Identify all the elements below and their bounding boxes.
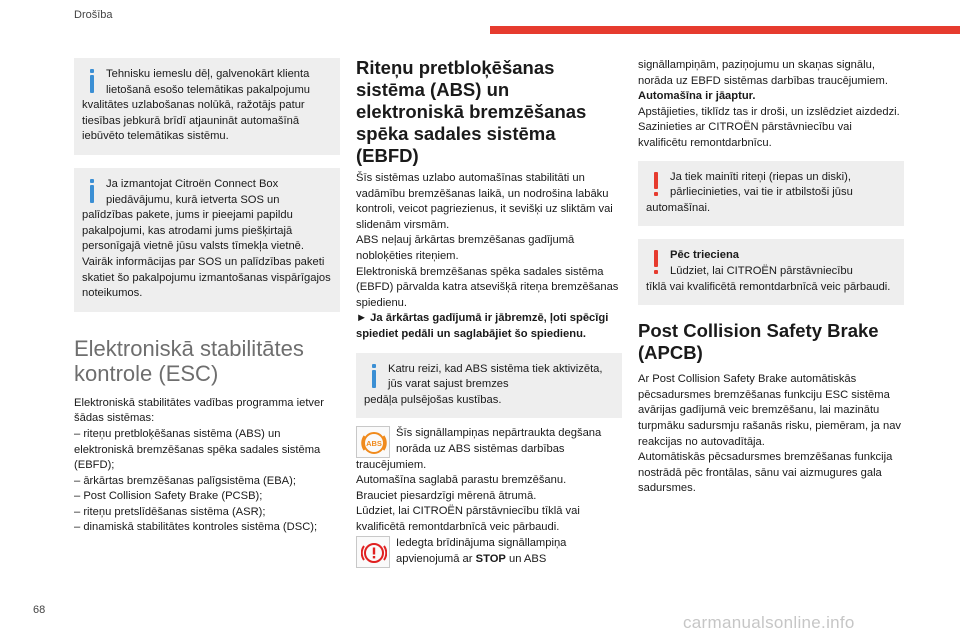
lamp-text bbox=[356, 536, 622, 567]
info-icon bbox=[369, 364, 379, 388]
lamp-text-c: un ABS bbox=[505, 553, 547, 566]
lamp-text-first: Šīs signāllampiņas nepārtraukta degšana norāda uz ABS sistēmas darbības bbox=[396, 427, 602, 455]
stop-vehicle-text: Automašīna ir jāaptur. bbox=[638, 90, 756, 103]
info-icon bbox=[87, 69, 97, 93]
ebfd-para-2: Apstājieties, tiklīdz tas ir droši, un izslēdziet aizdedzi. bbox=[638, 105, 900, 118]
list-item: – riteņu pretbloķēšanas sistēma (ABS) un elektroniskā bremzēšanas spēka sadales sistēma (EBFD); bbox=[74, 427, 321, 472]
note-text-rest: pedāļa pulsējošas kustības. bbox=[364, 393, 502, 406]
esc-system-list bbox=[74, 427, 340, 536]
abs-para-2: ABS neļauj ārkārtas bremzēšanas gadījumā nobloķēties riteņiem. bbox=[356, 234, 575, 262]
ebfd-para-3: Sazinieties ar CITROËN pārstāvniecību vai kvalificētu remontdarbnīcu. bbox=[638, 121, 852, 149]
column-1 bbox=[74, 50, 340, 536]
note-text-rest: palīdzības pakete, jums ir pieejami papildu pakalpojumi, kas atrodami jums piešķirtajā personīgajā vietnē jūsu valsts tīmekļa vietnē. Vairāk informācijas par SOS un palīdzības paketi skatiet šo pakalpojumu izmantošanas vispārīgajos noteikumos. bbox=[82, 209, 331, 300]
apcb-para-2: Automātiskās pēcsadursmes bremzēšanas funkcija nostrādā pēc frontālas, sānu vai aizmugures gala sadursmes. bbox=[638, 451, 893, 495]
note-text-first: Ja izmantojat Citroën Connect Box piedāvājumu, kurā ietverta SOS un bbox=[106, 177, 280, 206]
note-text-rest: tīklā vai kvalificētā remontdarbnīcā veic pārbaudi. bbox=[646, 280, 891, 293]
info-note-abs-pulse bbox=[356, 353, 622, 419]
svg-text:ABS: ABS bbox=[366, 439, 382, 449]
page-number: 68 bbox=[33, 604, 46, 616]
info-note-telematics bbox=[74, 58, 340, 155]
note-text-first: Lūdziet, lai CITROËN pārstāvniecību bbox=[670, 264, 853, 277]
note-title bbox=[646, 248, 896, 264]
info-note-connect-box bbox=[74, 168, 340, 312]
abs-para-1: Šīs sistēmas uzlabo automašīnas stabilitāti un vadāmību bremzēšanas laikā, un nodrošina labāku kontroli, veicot pagriezienus, it sevišķi uz sliktām vai slidenām virsmām. bbox=[356, 172, 613, 231]
note-text-first: Ja tiek mainīti riteņi (riepas un diski), pārliecinieties, vai tie ir atbilstoši jūsu bbox=[670, 170, 853, 199]
warning-icon bbox=[651, 172, 661, 196]
abs-bold-instruction bbox=[356, 311, 622, 342]
lamp-text-a: Iedegta brīdinājuma signāllampiņa apvienojumā ar bbox=[396, 537, 567, 566]
lamp-text-stop: STOP bbox=[475, 553, 506, 566]
column-3 bbox=[638, 50, 904, 497]
note-text-rest: kvalitātes uzlabošanas nolūkā, ražotājs patur tiesības jebkurā brīdī atjaunināt automašīnā iebūvēto telemātikas sistēmu. bbox=[82, 99, 305, 143]
note-title-text: Pēc trieciena bbox=[670, 249, 740, 262]
esc-intro: Elektroniskā stabilitātes vadības programma ietver šādas sistēmas: bbox=[74, 396, 324, 425]
brake-lamp-row bbox=[356, 536, 622, 576]
warning-icon bbox=[651, 250, 661, 274]
abs-para-6: Lūdziet, lai CITROËN pārstāvniecību tīklā vai kvalificētā remontdarbnīcā veic pārbaudi. bbox=[356, 505, 580, 533]
column-2 bbox=[356, 50, 622, 576]
heading-abs-ebfd: Riteņu pretbloķēšanas sistēma (ABS) un elektroniskā bremzēšanas spēka sadales sistēma (EBFD) bbox=[356, 57, 587, 166]
heading-apcb: Post Collision Safety Brake (APCB) bbox=[638, 320, 879, 364]
abs-amber-lamp-icon bbox=[356, 426, 390, 458]
abs-para-4: Automašīna saglabā parastu bremzēšanu. bbox=[356, 474, 567, 487]
note-text-first: Tehnisku iemeslu dēļ, galvenokārt klienta lietošanā esošo telemātikas pakalpojumu bbox=[106, 68, 310, 96]
warning-note-impact bbox=[638, 239, 904, 305]
note-text-first: Katru reizi, kad ABS sistēma tiek aktivizēta, jūs varat sajust bremzes bbox=[388, 362, 603, 391]
brake-red-lamp-icon bbox=[356, 536, 390, 568]
info-icon bbox=[87, 179, 97, 203]
lamp-text-rest: traucējumiem. bbox=[356, 458, 427, 471]
list-item: – Post Collision Safety Brake (PCSB); bbox=[74, 490, 263, 503]
list-item: – ārkārtas bremzēšanas palīgsistēma (EBA); bbox=[74, 474, 296, 487]
heading-esc: Elektroniskā stabilitātes kontrole (ESC) bbox=[74, 335, 304, 386]
list-item: – riteņu pretslīdēšanas sistēma (ASR); bbox=[74, 505, 266, 518]
warning-note-wheels bbox=[638, 161, 904, 227]
abs-lamp-row bbox=[356, 426, 622, 473]
watermark: carmanualsonline.info bbox=[683, 613, 855, 632]
section-header: Drošība bbox=[74, 9, 113, 21]
abs-para-5: Brauciet piesardzīgi mērenā ātrumā. bbox=[356, 489, 537, 502]
apcb-para-1: Ar Post Collision Safety Brake automātiskās pēcsadursmes bremzēšanas funkciju ESC sistēma avārijas gadījumā veic bremzēšanu, lai mazinātu turpmāku sadursmju rašanās risku, piemēram, ja nav reakcijas no autovadītāja. bbox=[638, 373, 902, 448]
header-accent-bar bbox=[490, 26, 960, 34]
instruction-text: ► Ja ārkārtas gadījumā ir jābremzē, ļoti spēcīgi spiediet pedāli un saglabājiet šo spiedienu. bbox=[356, 312, 609, 340]
ebfd-bold bbox=[638, 89, 904, 105]
list-item: – dinamiskā stabilitātes kontroles sistēma (DSC); bbox=[74, 521, 318, 534]
abs-para-3: Elektroniskā bremzēšanas spēka sadales sistēma (EBFD) pārvalda katra atsevišķā riteņa bremzēšanas spiedienu. bbox=[356, 265, 619, 309]
note-text-rest: automašīnai. bbox=[646, 201, 711, 214]
ebfd-para-1: signāllampiņām, paziņojumu un skaņas signālu, norāda uz EBFD sistēmas darbības traucējumiem. bbox=[638, 59, 888, 87]
